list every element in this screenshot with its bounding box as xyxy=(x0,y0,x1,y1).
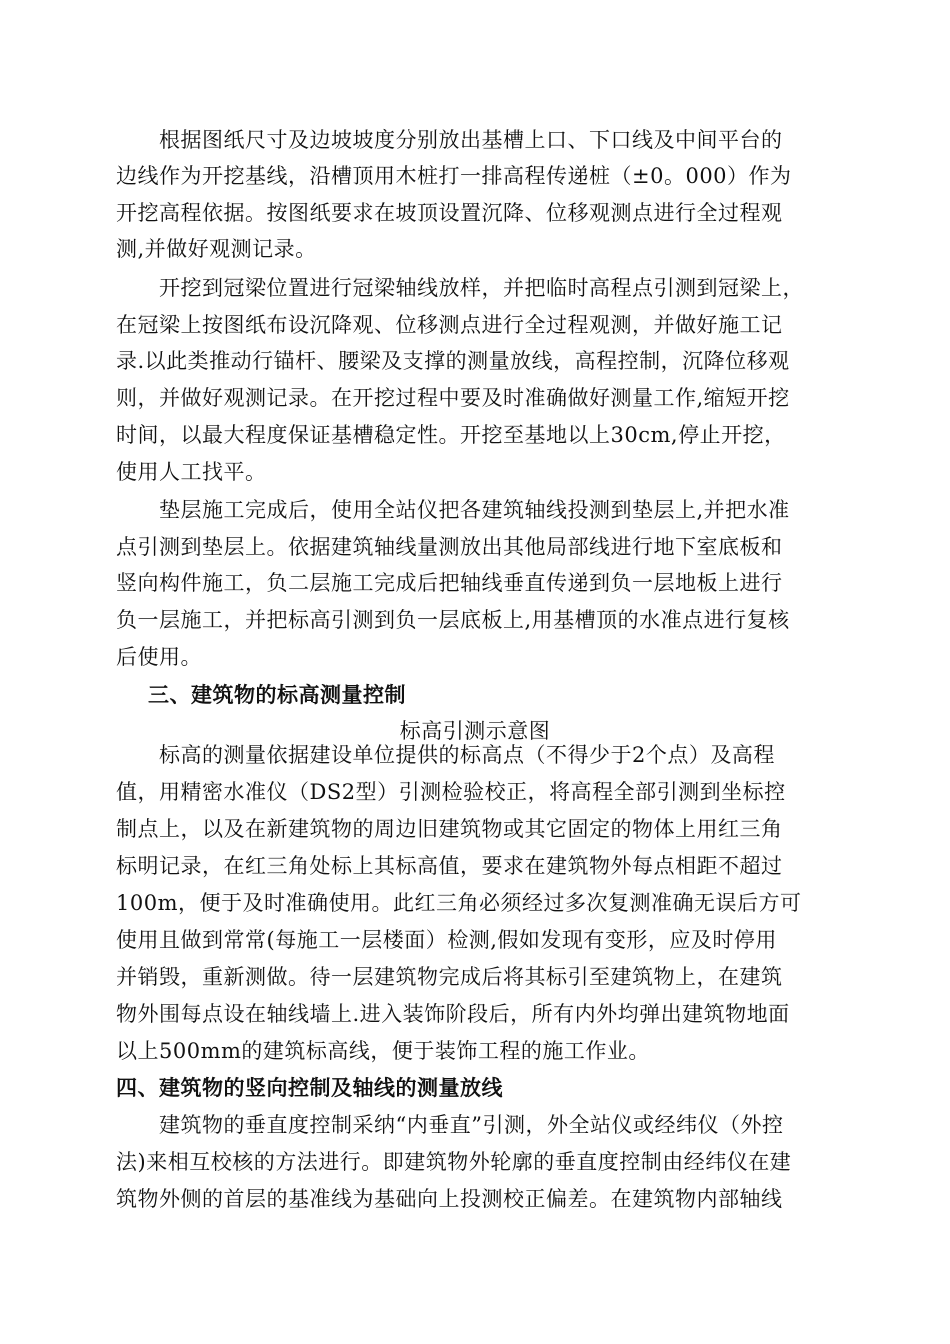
paragraph-3-line-1: 垫层施工完成后，使用全站仪把各建筑轴线投测到垫层上,并把水准 xyxy=(159,498,790,522)
paragraph-5-line-2: 法)来相互校核的方法进行。即建筑物外轮廓的垂直度控制由经纬仪在建 xyxy=(116,1150,792,1174)
paragraph-2-line-3: 录.以此类推动行锚杆、腰梁及支撑的测量放线，高程控制，沉降位移观 xyxy=(116,349,790,373)
paragraph-3-line-2: 点引测到垫层上。依据建筑轴线量测放出其他局部线进行地下室底板和 xyxy=(116,535,783,559)
paragraph-4-line-2: 值，用精密水准仪（DS2型）引测检验校正，将高程全部引测到坐标控 xyxy=(116,780,786,804)
paragraph-4-line-8: 物外围每点设在轴线墙上.进入装饰阶段后，所有内外均弹出建筑物地面 xyxy=(116,1002,790,1026)
paragraph-5-line-3: 筑物外侧的首层的基准线为基础向上投测校正偏差。在建筑物内部轴线 xyxy=(116,1187,783,1211)
paragraph-2-line-6: 使用人工找平。 xyxy=(116,460,267,484)
figure-caption: 标高引测示意图 xyxy=(399,719,551,743)
paragraph-4-line-3: 制点上，以及在新建筑物的周边旧建筑物或其它固定的物体上用红三角 xyxy=(116,817,783,841)
paragraph-2-line-5: 时间，以最大程度保证基槽稳定性。开挖至基地以上30cm,停止开挖， xyxy=(116,423,786,447)
paragraph-1-line-3: 开挖高程依据。按图纸要求在坡顶设置沉降、位移观测点进行全过程观 xyxy=(116,201,783,225)
section-heading-4: 四、建筑物的竖向控制及轴线的测量放线 xyxy=(116,1076,503,1100)
paragraph-4-line-4: 标明记录，在红三角处标上其标高值，要求在建筑物外每点相距不超过 xyxy=(116,854,783,878)
paragraph-2-line-1: 开挖到冠梁位置进行冠梁轴线放样，并把临时高程点引测到冠梁上， xyxy=(159,276,804,300)
paragraph-4-line-5: 100m，便于及时准确使用。此红三角必须经过多次复测准确无误后方可 xyxy=(116,891,802,915)
paragraph-2-line-2: 在冠梁上按图纸布设沉降观、位移测点进行全过程观测，并做好施工记 xyxy=(116,313,783,337)
paragraph-3-line-5: 后使用。 xyxy=(116,645,202,669)
paragraph-5-line-1: 建筑物的垂直度控制采纳“内垂直”引测，外全站仪或经纬仪（外控 xyxy=(159,1113,784,1137)
paragraph-4-line-9: 以上500mm的建筑标高线，便于装饰工程的施工作业。 xyxy=(116,1039,650,1063)
paragraph-1-line-2: 边线作为开挖基线，沿槽顶用木桩打一排高程传递桩（±0。000）作为 xyxy=(116,164,792,188)
paragraph-3-line-4: 负一层施工，并把标高引测到负一层底板上,用基槽顶的水准点进行复核 xyxy=(116,608,790,632)
paragraph-1-line-1: 根据图纸尺寸及边坡坡度分别放出基槽上口、下口线及中间平台的 xyxy=(159,128,783,152)
paragraph-3-line-3: 竖向构件施工，负二层施工完成后把轴线垂直传递到负一层地板上进行 xyxy=(116,571,783,595)
paragraph-4-line-1: 标高的测量依据建设单位提供的标高点（不得少于2个点）及高程 xyxy=(159,743,775,767)
paragraph-2-line-4: 则，并做好观测记录。在开挖过程中要及时准确做好测量工作,缩短开挖 xyxy=(116,386,790,410)
paragraph-4-line-7: 并销毁，重新测做。待一层建筑物完成后将其标引至建筑物上，在建筑 xyxy=(116,965,783,989)
paragraph-1-line-4: 测,并做好观测记录。 xyxy=(116,237,317,261)
paragraph-4-line-6: 使用且做到常常(每施工一层楼面）检测,假如发现有变形，应及时停用 xyxy=(116,928,777,952)
section-heading-3: 三、建筑物的标高测量控制 xyxy=(148,683,406,707)
